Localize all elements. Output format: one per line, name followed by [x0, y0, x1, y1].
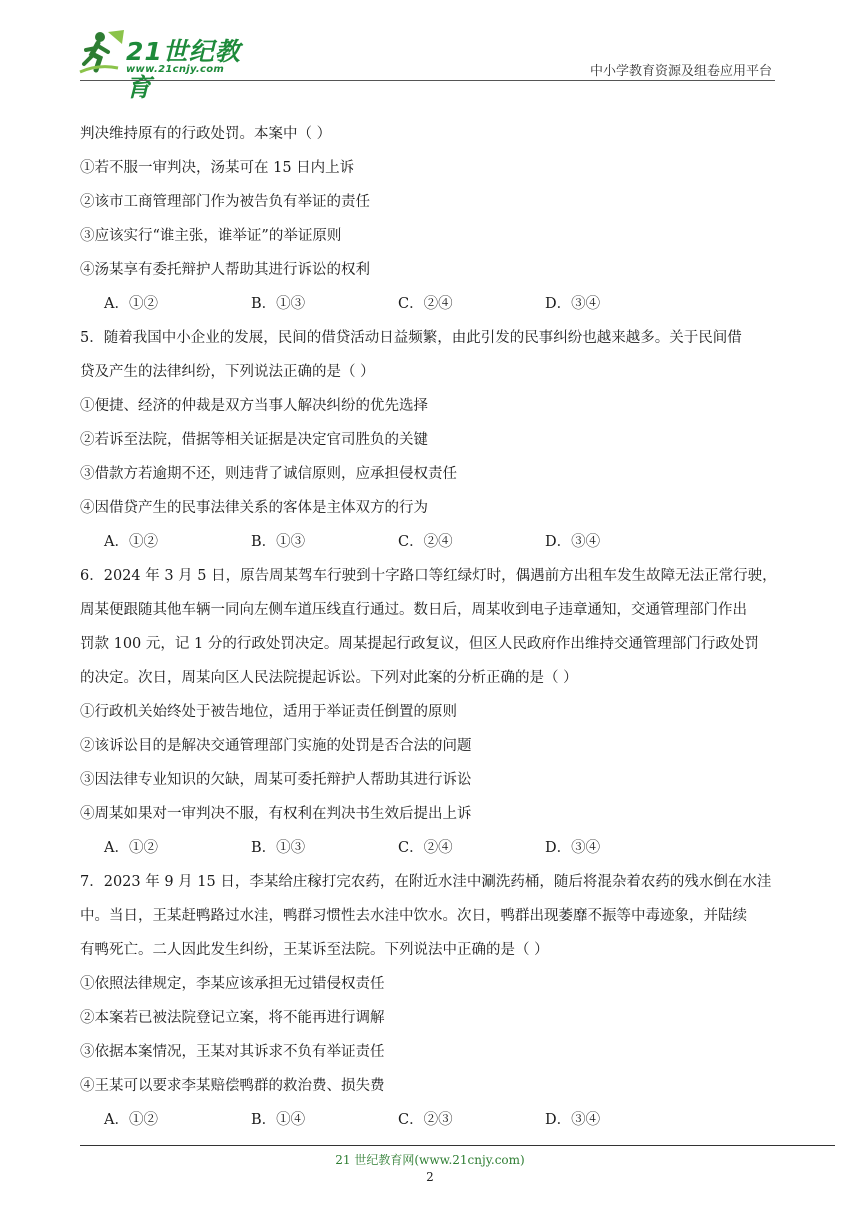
answer-option: B．①③ — [251, 840, 306, 856]
answer-option: B．①③ — [251, 534, 306, 550]
answer-option: B．①④ — [251, 1112, 306, 1128]
footer-site-link[interactable]: 21 世纪教育网(www.21cnjy.com) — [335, 1153, 525, 1167]
answer-option: A．①② — [104, 840, 158, 856]
text-line: ②本案若已被法院登记立案，将不能再进行调解 — [80, 1010, 385, 1026]
answer-option: B．①③ — [251, 296, 306, 312]
text-line: ④汤某享有委托辩护人帮助其进行诉讼的权利 — [80, 262, 370, 278]
text-line: ④因借贷产生的民事法律关系的客体是主体双方的行为 — [80, 500, 428, 516]
answer-option: D．③④ — [545, 296, 601, 312]
logo-url: www.21cnjy.com — [126, 64, 225, 75]
page-header — [0, 0, 860, 102]
text-line: ②该市工商管理部门作为被告负有举证的责任 — [80, 194, 370, 210]
text-line: ④周某如果对一审判决不服，有权利在判决书生效后提出上诉 — [80, 806, 472, 822]
text-line: 判决维持原有的行政处罚。本案中（ ） — [80, 126, 332, 142]
footer-divider — [80, 1145, 835, 1146]
text-line: ④王某可以要求李某赔偿鸭群的救治费、损失费 — [80, 1078, 385, 1094]
text-line: ①依照法律规定，李某应该承担无过错侵权责任 — [80, 976, 385, 992]
page-number: 2 — [426, 1170, 434, 1184]
answer-options — [80, 525, 780, 559]
answer-option: A．①② — [104, 1112, 158, 1128]
text-line: ③因法律专业知识的欠缺，周某可委托辩护人帮助其进行诉讼 — [80, 772, 472, 788]
answer-option: A．①② — [104, 296, 158, 312]
text-line: 7．2023 年 9 月 15 日，李某给庄稼打完农药，在附近水洼中涮洗药桶，随后将混杂着农药的残水倒在水洼 — [80, 874, 772, 890]
text-line: 周某便跟随其他车辆一同向左侧车道压线直行通过。数日后，周某收到电子违章通知，交通管理部门作出 — [80, 602, 747, 618]
logo-text: 21世纪教育 — [126, 37, 241, 102]
text-line: ②若诉至法院，借据等相关证据是决定官司胜负的关键 — [80, 432, 428, 448]
text-line: ①若不服一审判决，汤某可在 15 日内上诉 — [80, 160, 355, 176]
answer-option: C．②③ — [398, 1112, 453, 1128]
text-line: 6．2024 年 3 月 5 日，原告周某驾车行驶到十字路口等红绿灯时，偶遇前方出租车发生故障无法正常行驶， — [80, 568, 777, 584]
answer-options — [80, 831, 780, 865]
text-line: 有鸭死亡。二人因此发生纠纷，王某诉至法院。下列说法中正确的是（ ） — [80, 942, 549, 958]
answer-option: D．③④ — [545, 840, 601, 856]
answer-option: C．②④ — [398, 840, 453, 856]
text-line: ③应该实行“谁主张，谁举证”的举证原则 — [80, 228, 342, 244]
text-line: 贷及产生的法律纠纷，下列说法正确的是（ ） — [80, 364, 375, 380]
answer-option: C．②④ — [398, 534, 453, 550]
answer-options — [80, 1103, 780, 1137]
platform-title: 中小学教育资源及组卷应用平台 — [589, 64, 772, 79]
text-line: ②该诉讼目的是解决交通管理部门实施的处罚是否合法的问题 — [80, 738, 472, 754]
answer-option: D．③④ — [545, 534, 601, 550]
text-line: ③依据本案情况，王某对其诉求不负有举证责任 — [80, 1044, 385, 1060]
answer-option: A．①② — [104, 534, 158, 550]
text-line: 的决定。次日，周某向区人民法院提起诉讼。下列对此案的分析正确的是（ ） — [80, 670, 578, 686]
header-divider — [80, 80, 775, 81]
text-line: ①行政机关始终处于被告地位，适用于举证责任倒置的原则 — [80, 704, 457, 720]
question-content — [80, 117, 780, 1137]
text-line: 罚款 100 元，记 1 分的行政处罚决定。周某提起行政复议，但区人民政府作出维持交通管理部门行政处罚 — [80, 636, 759, 652]
text-line: 中。当日，王某赶鸭路过水洼，鸭群习惯性去水洼中饮水。次日，鸭群出现萎靡不振等中毒迹象，并陆续 — [80, 908, 747, 924]
text-line: ①便捷、经济的仲裁是双方当事人解决纠纷的优先选择 — [80, 398, 428, 414]
answer-options — [80, 287, 780, 321]
text-line: ③借款方若逾期不还，则违背了诚信原则，应承担侵权责任 — [80, 466, 457, 482]
site-logo[interactable] — [78, 28, 258, 102]
answer-option: D．③④ — [545, 1112, 601, 1128]
text-line: 5．随着我国中小企业的发展，民间的借贷活动日益频繁，由此引发的民事纠纷也越来越多。关于民间借 — [80, 330, 742, 346]
runner-logo-icon — [78, 28, 128, 74]
answer-option: C．②④ — [398, 296, 453, 312]
